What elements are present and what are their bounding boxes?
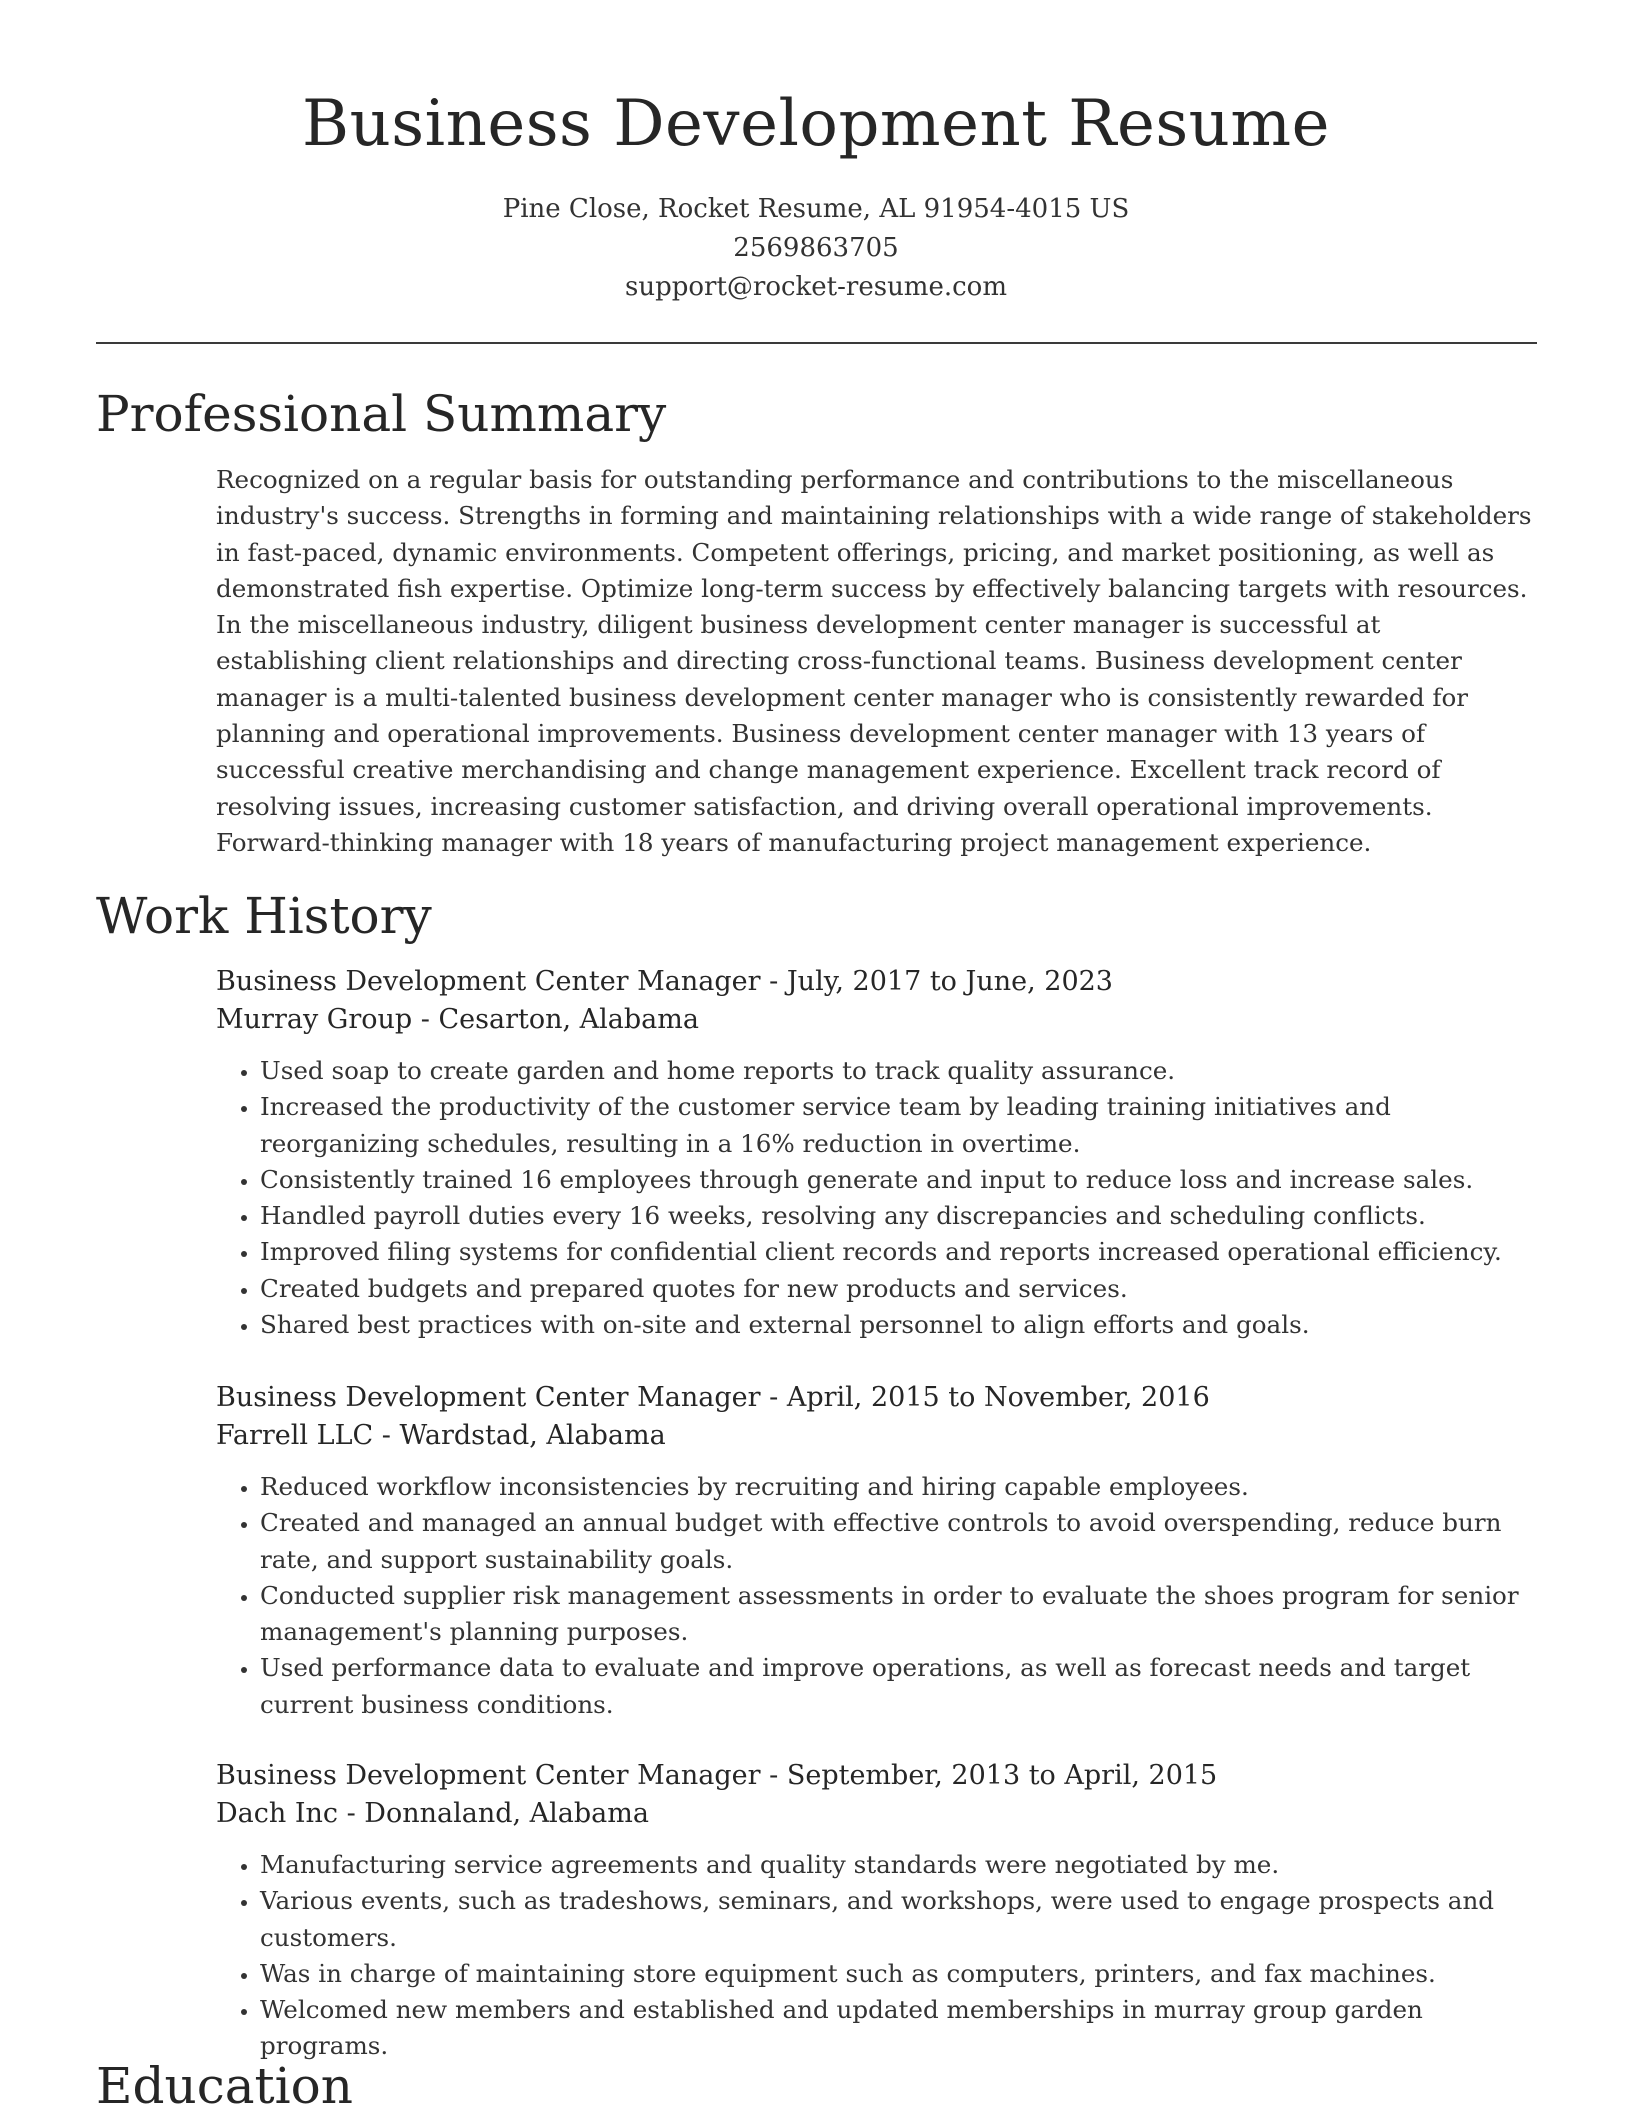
work-history-heading: Work History: [96, 887, 432, 945]
email-text: support@rocket-resume.com: [624, 272, 1007, 302]
job-bullet: • Manufacturing service agreements and quality standards were negotiated by me.: [260, 1847, 1538, 1883]
summary-text: Recognized on a regular basis for outstanding performance and contributions to the miscellaneous industry's success. Strengths in forming and maintaining relationships with a wide range of stakeholders in fast-paced, dynamic environments. Competent offerings, pricing, and market positioning, as well as demonstrated fish expertise. Optimize long-term success by effectively balancing targets with resources. In the miscellaneous industry, diligent business development center manager is successful at establishing client relationships and directing cross-functional teams. Business development center manager is a multi-talented business development center manager who is consistently rewarded for planning and operational improvements. Business development center manager with 13 years of successful creative merchandising and change management experience. Excellent track record of resolving issues, increasing customer satisfaction, and driving overall operational improvements. Forward-thinking manager with 18 years of manufacturing project management experience.: [216, 465, 1532, 857]
job-company-line: Murray Group - Cesarton, Alabama: [216, 1004, 699, 1035]
job-bullet: • Used soap to create garden and home reports to track quality assurance.: [260, 1053, 1538, 1089]
job-bullet: • Welcomed new members and established and updated memberships in murray group garden programs.: [260, 1992, 1538, 2065]
job-bullet: • Reduced workflow inconsistencies by recruiting and hiring capable employees.: [260, 1469, 1538, 1505]
phone-text: 2569863705: [733, 233, 899, 263]
resume-header: [0, 0, 1632, 307]
job-bullet-list: [216, 1053, 1538, 1343]
summary-section: [216, 462, 1538, 861]
job-bullet: • Consistently trained 16 employees through generate and input to reduce loss and increase sales.: [260, 1162, 1538, 1198]
job-bullet: • Shared best practices with on-site and external personnel to align efforts and goals.: [260, 1307, 1538, 1343]
job-title-line: Business Development Center Manager - April, 2015 to November, 2016: [216, 1382, 1210, 1413]
job-bullet: • Improved filing systems for confidential client records and reports increased operational efficiency.: [260, 1234, 1538, 1270]
job-bullet: • Created and managed an annual budget with effective controls to avoid overspending, reduce burn rate, and support sustainability goals.: [260, 1505, 1538, 1578]
job-entry-1: [216, 963, 1538, 1343]
job-bullet: • Various events, such as tradeshows, seminars, and workshops, were used to engage prospects and customers.: [260, 1883, 1538, 1956]
job-bullet-list: [216, 1847, 1538, 2065]
job-entry-3: [216, 1757, 1538, 2065]
job-bullet: • Conducted supplier risk management assessments in order to evaluate the shoes program for senior management's planning purposes.: [260, 1578, 1538, 1651]
resume-title: Business Development Resume: [302, 87, 1330, 161]
job-bullet: • Handled payroll duties every 16 weeks, resolving any discrepancies and scheduling conflicts.: [260, 1198, 1538, 1234]
job-bullet: • Increased the productivity of the customer service team by leading training initiatives and reorganizing schedules, resulting in a 16% reduction in overtime.: [260, 1089, 1538, 1162]
job-title-line: Business Development Center Manager - September, 2013 to April, 2015: [216, 1760, 1218, 1791]
job-title-line: Business Development Center Manager - July, 2017 to June, 2023: [216, 966, 1113, 997]
job-entry-2: [216, 1379, 1538, 1723]
job-bullet: • Was in charge of maintaining store equipment such as computers, printers, and fax machines.: [260, 1956, 1538, 1992]
job-bullet: • Created budgets and prepared quotes for new products and services.: [260, 1271, 1538, 1307]
header-divider: [96, 342, 1537, 344]
job-company-line: Dach Inc - Donnaland, Alabama: [216, 1798, 649, 1829]
education-heading: Education: [96, 2057, 353, 2115]
contact-block: [0, 190, 1632, 307]
summary-heading: Professional Summary: [96, 385, 667, 443]
job-bullet-list: [216, 1469, 1538, 1723]
address-text: Pine Close, Rocket Resume, AL 91954-4015 US: [502, 194, 1130, 224]
job-bullet: • Used performance data to evaluate and improve operations, as well as forecast needs and target current business conditions.: [260, 1650, 1538, 1723]
job-company-line: Farrell LLC - Wardstad, Alabama: [216, 1420, 666, 1451]
